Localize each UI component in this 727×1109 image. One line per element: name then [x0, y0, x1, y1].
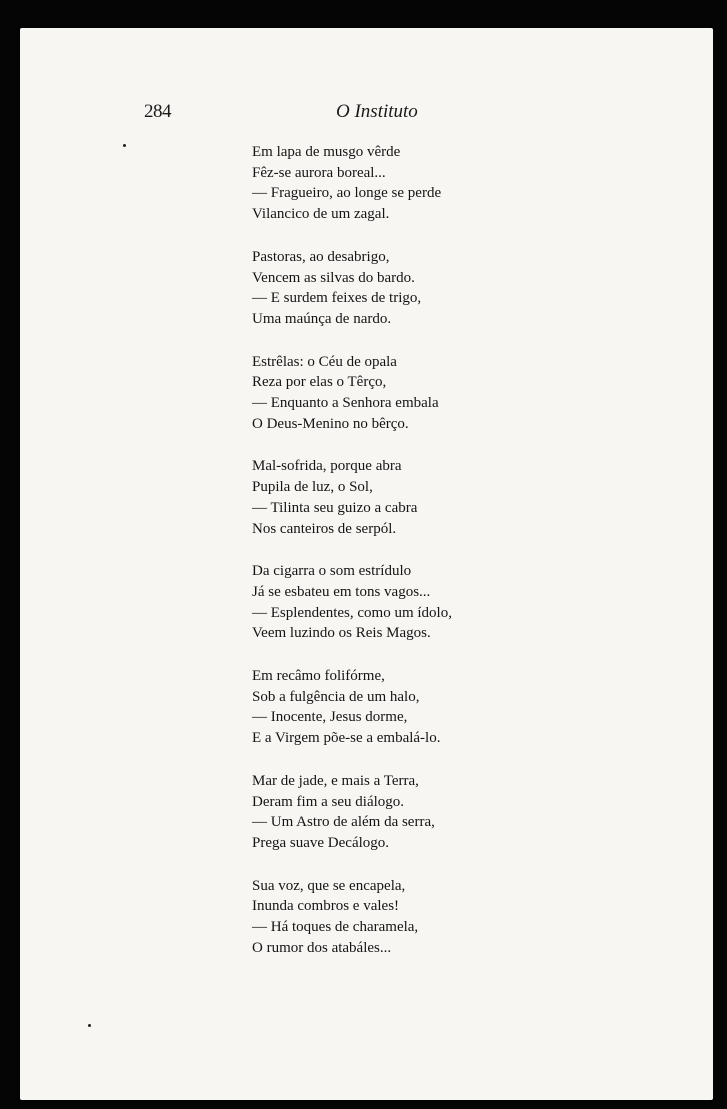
verse-line: Fêz-se aurora boreal... — [252, 164, 386, 181]
verse-line: E a Virgem põe-se a embalá-lo. — [252, 730, 441, 747]
ink-speck — [88, 1024, 91, 1027]
verse-line: Pastoras, ao desabrigo, — [252, 248, 390, 265]
verse-line: — Tilinta seu guizo a cabra — [252, 499, 418, 516]
verse-line: Inunda combros e vales! — [252, 898, 400, 915]
running-title: O Instituto — [336, 101, 418, 122]
verse-line: Vencem as silvas do bardo. — [252, 269, 415, 286]
stanza — [252, 666, 532, 749]
page-number: 284 — [144, 101, 171, 122]
verse-line: Sob a fulgência de um halo, — [252, 688, 420, 705]
page-header — [20, 101, 713, 127]
ink-speck — [123, 144, 126, 147]
poem — [252, 142, 532, 981]
verse-line: Deram fim a seu diálogo. — [252, 793, 405, 810]
stanza — [252, 247, 532, 330]
stanza — [252, 142, 532, 225]
book-page — [20, 28, 713, 1100]
verse-line: Mal-sofrida, porque abra — [252, 458, 402, 475]
verse-line: Já se esbateu em tons vagos... — [252, 583, 431, 600]
stanza — [252, 352, 532, 435]
verse-line: — Há toques de charamela, — [252, 919, 419, 936]
verse-line: O rumor dos atabáles... — [252, 939, 392, 956]
verse-line: Reza por elas o Têrço, — [252, 374, 387, 391]
verse-line: O Deus-Menino no bêrço. — [252, 415, 409, 432]
verse-line: — Fragueiro, ao longe se perde — [252, 185, 442, 202]
verse-line: Veem luzindo os Reis Magos. — [252, 625, 431, 642]
verse-line: Vilancico de um zagal. — [252, 206, 390, 223]
verse-line: Nos canteiros de serpól. — [252, 520, 397, 537]
verse-line: Uma maúnça de nardo. — [252, 310, 392, 327]
verse-line: Prega suave Decálogo. — [252, 834, 390, 851]
verse-line: — Inocente, Jesus dorme, — [252, 709, 408, 726]
verse-line: Mar de jade, e mais a Terra, — [252, 772, 419, 789]
verse-line: Da cigarra o som estrídulo — [252, 563, 412, 580]
stanza — [252, 771, 532, 854]
verse-line: Pupila de luz, o Sol, — [252, 479, 373, 496]
verse-line: — Esplendentes, como um ídolo, — [252, 604, 452, 621]
verse-line: Estrêlas: o Céu de opala — [252, 353, 397, 370]
verse-line: Sua voz, que se encapela, — [252, 877, 406, 894]
verse-line: — Enquanto a Senhora embala — [252, 395, 439, 412]
verse-line: Em recâmo folifórme, — [252, 668, 385, 685]
stanza — [252, 876, 532, 959]
stanza — [252, 561, 532, 644]
stanza — [252, 456, 532, 539]
verse-line: — Um Astro de além da serra, — [252, 814, 435, 831]
verse-line: — E surdem feixes de trigo, — [252, 290, 422, 307]
verse-line: Em lapa de musgo vêrde — [252, 144, 401, 160]
